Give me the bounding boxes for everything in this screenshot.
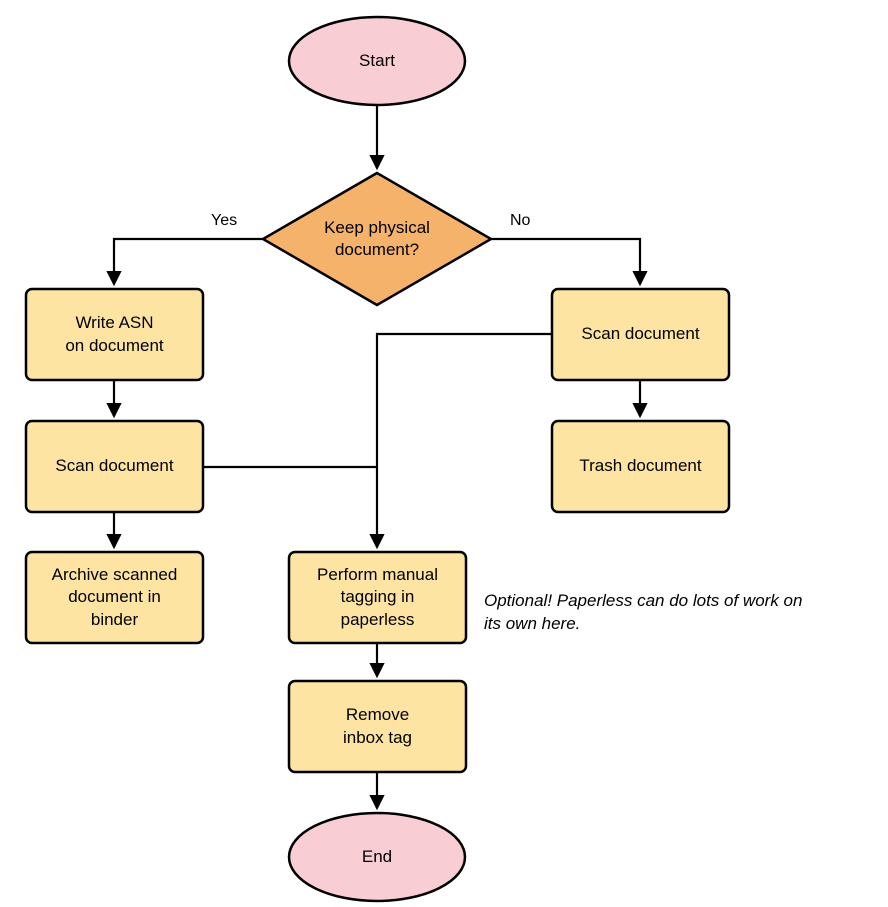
node-archive-scanned-document-label: Archive scanned document in binder bbox=[51, 564, 178, 629]
node-start-label: Start bbox=[359, 50, 395, 70]
node-scan-document-right bbox=[552, 289, 729, 380]
node-archive-scanned-document bbox=[26, 552, 203, 643]
node-end-label: End bbox=[361, 846, 393, 866]
node-perform-manual-tagging bbox=[289, 552, 466, 643]
node-scan-document-right-label: Scan document bbox=[581, 324, 700, 344]
node-perform-manual-tagging-label: Perform manual tagging in paperless bbox=[317, 564, 438, 629]
node-trash-document-label: Trash document bbox=[579, 456, 702, 476]
node-keep-physical-document bbox=[263, 173, 491, 305]
edge-scan-right-to-tagging bbox=[377, 334, 552, 547]
node-end bbox=[289, 813, 465, 901]
edge-keep-yes-to-write-asn bbox=[114, 239, 263, 284]
node-keep-physical-document-label: Keep physical document? bbox=[324, 217, 430, 259]
node-remove-inbox-tag-label: Remove inbox tag bbox=[343, 705, 412, 747]
node-scan-document-left-label: Scan document bbox=[55, 456, 174, 476]
node-scan-document-left bbox=[26, 421, 203, 512]
node-trash-document bbox=[552, 421, 729, 512]
node-write-asn bbox=[26, 289, 203, 380]
node-remove-inbox-tag bbox=[289, 681, 466, 772]
edge-keep-no-to-scan-right bbox=[491, 239, 640, 284]
edge-label-yes: Yes bbox=[211, 212, 238, 229]
edge-label-no: No bbox=[510, 212, 531, 229]
node-write-asn-label: Write ASN on document bbox=[65, 313, 164, 355]
node-start bbox=[289, 17, 465, 105]
optional-note: Optional! Paperless can do lots of work on its own here. bbox=[484, 591, 803, 633]
